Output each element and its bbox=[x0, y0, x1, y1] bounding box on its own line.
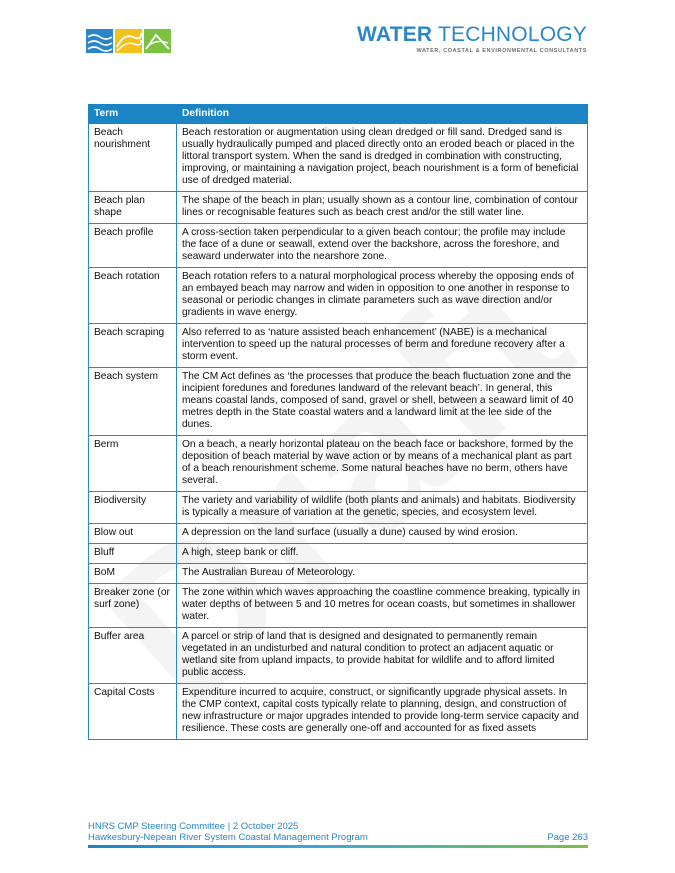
brand-name: WATER TECHNOLOGY bbox=[357, 23, 587, 46]
definition-cell: The Australian Bureau of Meteorology. bbox=[177, 564, 588, 584]
table-row bbox=[89, 192, 588, 224]
term-cell: BoM bbox=[89, 564, 177, 584]
definition-cell: Beach restoration or augmentation using clean dredged or fill sand. Dredged sand is usually hydraulically pumped and placed directly onto an eroded beach or placed in the littoral transport system. When the sand is dredged in combination with constructing, improving, or maintaining a navigation project, beach nourishment is a form of beneficial use of dredged material. bbox=[177, 124, 588, 192]
table-row bbox=[89, 628, 588, 684]
definition-cell: Expenditure incurred to acquire, construct, or significantly upgrade physical assets. In the CMP context, capital costs typically relate to planning, design, and construction of new infrastructure or major upgrades intended to provide long-term service capacity and resilience. These costs are generally one-off and accounted for as fixed assets bbox=[177, 684, 588, 740]
term-cell: Berm bbox=[89, 436, 177, 492]
table-row bbox=[89, 324, 588, 368]
footer-committee-line: HNRS CMP Steering Committee | 2 October 2025 bbox=[88, 821, 299, 832]
table-row bbox=[89, 524, 588, 544]
term-cell: Beach plan shape bbox=[89, 192, 177, 224]
term-cell: Beach profile bbox=[89, 224, 177, 268]
definition-cell: The variety and variability of wildlife (both plants and animals) and habitats. Biodiversity is typically a measure of variation at the genetic, species, and ecosystem level. bbox=[177, 492, 588, 524]
definition-cell: Also referred to as ‘nature assisted beach enhancement’ (NABE) is a mechanical intervention to speed up the natural processes of berm and foredune recovery after a storm event. bbox=[177, 324, 588, 368]
brand-tagline: WATER, COASTAL & ENVIRONMENTAL CONSULTANTS bbox=[416, 48, 587, 54]
table-row bbox=[89, 268, 588, 324]
table-row bbox=[89, 684, 588, 740]
glossary-table bbox=[88, 104, 588, 740]
term-cell: Blow out bbox=[89, 524, 177, 544]
definition-cell: A parcel or strip of land that is designed and designated to permanently remain vegetated in an undisturbed and natural condition to protect an adjacent aquatic or wetland site from upland impacts, to provide habitat for wildlife and to afford limited public access. bbox=[177, 628, 588, 684]
table-row bbox=[89, 124, 588, 192]
definition-cell: Beach rotation refers to a natural morphological process whereby the opposing ends of an embayed beach may narrow and widen in opposition to one another in response to seasonal or periodic changes in climate parameters such as wave direction and/or gradients in wave energy. bbox=[177, 268, 588, 324]
term-cell: Beach system bbox=[89, 368, 177, 436]
page-footer bbox=[88, 821, 588, 843]
definition-cell: A cross-section taken perpendicular to a given beach contour; the profile may include the face of a dune or seawall, extend over the backshore, across the foreshore, and seaward underwater into the nearshore zone. bbox=[177, 224, 588, 268]
term-cell: Beach scraping bbox=[89, 324, 177, 368]
term-cell: Beach nourishment bbox=[89, 124, 177, 192]
column-header-term: Term bbox=[89, 105, 177, 124]
table-row bbox=[89, 224, 588, 268]
definition-cell: A high, steep bank or cliff. bbox=[177, 544, 588, 564]
definition-cell: The zone within which waves approaching the coastline commence breaking, typically in water depths of between 5 and 10 metres for ocean coasts, but sometimes in shallower water. bbox=[177, 584, 588, 628]
page-number: Page 263 bbox=[547, 832, 588, 843]
footer-program-line: Hawkesbury-Nepean River System Coastal Management Program bbox=[88, 832, 368, 843]
table-row bbox=[89, 492, 588, 524]
footer-divider bbox=[88, 845, 588, 848]
definition-cell: The shape of the beach in plan; usually shown as a contour line, combination of contour lines or recognisable features such as beach crest and/or the still water line. bbox=[177, 192, 588, 224]
term-cell: Buffer area bbox=[89, 628, 177, 684]
table-row bbox=[89, 584, 588, 628]
term-cell: Breaker zone (or surf zone) bbox=[89, 584, 177, 628]
term-cell: Capital Costs bbox=[89, 684, 177, 740]
table-row bbox=[89, 544, 588, 564]
definition-cell: A depression on the land surface (usually a dune) caused by wind erosion. bbox=[177, 524, 588, 544]
term-cell: Bluff bbox=[89, 544, 177, 564]
company-logo-icon bbox=[86, 27, 172, 55]
table-header-row bbox=[89, 105, 588, 124]
table-row bbox=[89, 564, 588, 584]
column-header-definition: Definition bbox=[177, 105, 588, 124]
definition-cell: The CM Act defines as ‘the processes that produce the beach fluctuation zone and the incipient foredunes and foredunes landward of the relevant beach’. In general, this means coastal lands, composed of sand, gravel or shell, between a seaward limit of 40 metres depth in the State coastal waters and a landward limit at the lee side of the dunes. bbox=[177, 368, 588, 436]
table-row bbox=[89, 436, 588, 492]
table-row bbox=[89, 368, 588, 436]
term-cell: Biodiversity bbox=[89, 492, 177, 524]
brand-block bbox=[357, 24, 587, 54]
definition-cell: On a beach, a nearly horizontal plateau on the beach face or backshore, formed by the deposition of beach material by wave action or by means of a mechanical plant as part of a beach renourishment scheme. Some natural beaches have no berm, others have several. bbox=[177, 436, 588, 492]
term-cell: Beach rotation bbox=[89, 268, 177, 324]
